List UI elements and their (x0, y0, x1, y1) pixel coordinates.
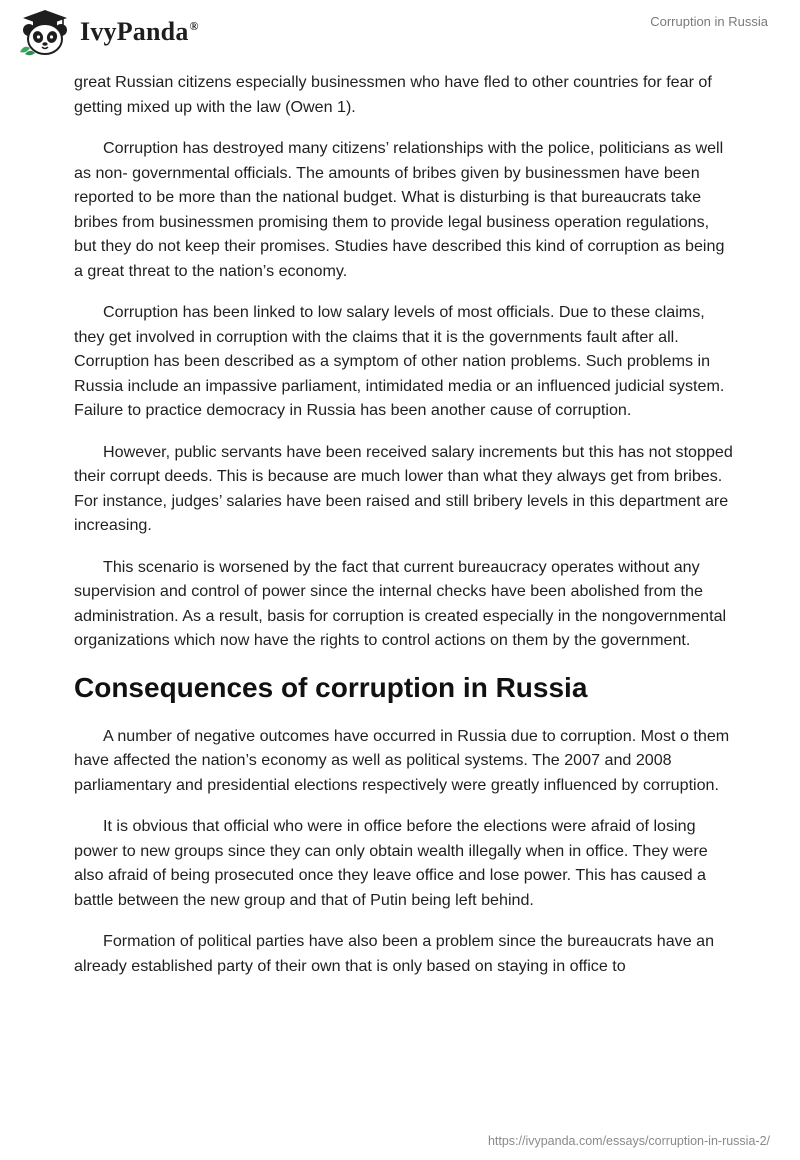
paragraph: This scenario is worsened by the fact that current bureaucracy operates without any supervision and control of power since the internal checks have been abolished from the administration. As a result, basis for corruption is created especially in the nongovernmental organizations which now have the rights to control actions on them by the government. (74, 557, 727, 649)
section-heading: Consequences of corruption in Russia (74, 671, 588, 703)
brand-name: IvyPanda® (80, 17, 199, 46)
paragraph: Corruption has been linked to low salary levels of most officials. Due to these claims, they get involved in corruption with the claims that it is the governments fault after all. Corruption has been described as a symptom of other nation problems. Such problems in Russia include an impassive parliament, intimidated media or an influenced judicial system. Failure to practice democracy in Russia has been another cause of corruption. (74, 303, 725, 419)
paragraph: great Russian citizens especially businessmen who have fled to other countries for fear of getting mixed up with the law (Owen 1). (74, 73, 712, 116)
panda-icon (16, 8, 74, 56)
essay-body (74, 70, 734, 995)
page-header (0, 0, 800, 70)
paragraph: Formation of political parties have also been a problem since the bureaucrats have an already established party of their own that is only based on staying in office to (74, 932, 715, 975)
ivypanda-logo[interactable] (16, 8, 199, 56)
paragraph: It is obvious that official who were in office before the elections were afraid of losing power to new groups since they can only obtain wealth illegally when in office. They were also afraid of being prosecuted once they leave office and lose power. This has caused a battle between the new group and that of Putin being left behind. (74, 817, 708, 909)
document-title: Corruption in Russia (650, 14, 768, 29)
paragraph: However, public servants have been received salary increments but this has not stopped their corrupt deeds. This is because are much lower than what they always get from bribes. For instance, judges’ salaries have been raised and still bribery levels in this department are increasing. (74, 442, 733, 534)
paragraph: A number of negative outcomes have occurred in Russia due to corruption. Most o them have affected the nation’s economy as well as political systems. The 2007 and 2008 parliamentary and presidential elections respectively were greatly influenced by corruption. (74, 726, 730, 794)
paragraph: Corruption has destroyed many citizens’ relationships with the police, politicians as well as non- governmental officials. The amounts of bribes given by businessmen have been reported to be more than the national budget. What is disturbing is that bureaucrats take bribes from businessmen promising them to provide legal business operation regulations, but they do not keep their promises. Studies have described this kind of corruption as being a great threat to the nation’s economy. (74, 139, 725, 280)
source-url[interactable]: https://ivypanda.com/essays/corruption-in-russia-2/ (487, 1134, 770, 1148)
